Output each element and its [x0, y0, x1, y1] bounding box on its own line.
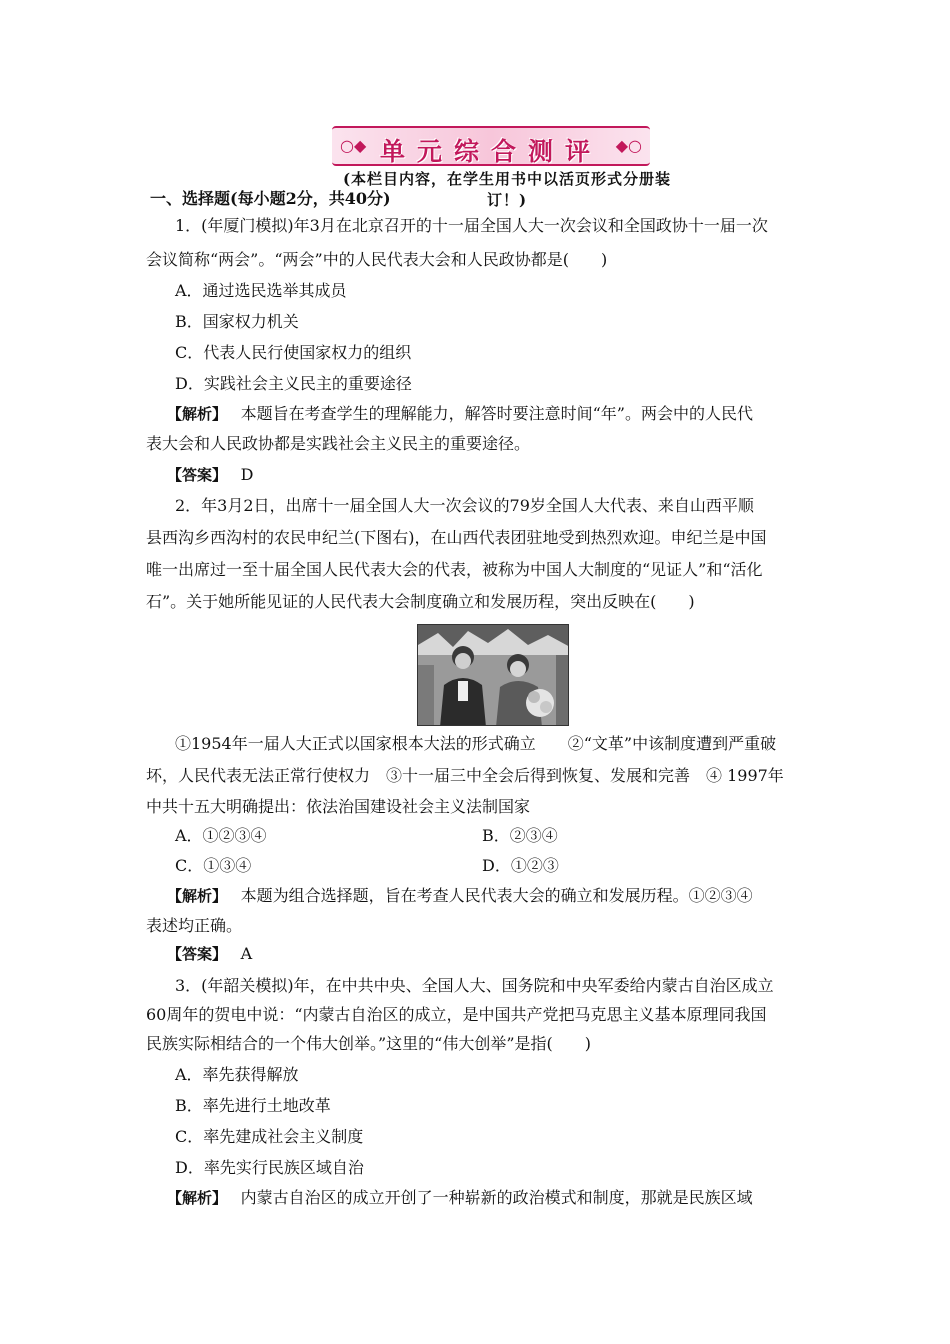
ornament-right-icon: ◆○ — [615, 136, 642, 155]
q2-statements-line-1: ①1954年一届人大正式以国家根本大法的形式确立 ②“文革”中该制度遭到严重破 — [175, 734, 777, 753]
q2-statements-line-2: 坏，人民代表无法正常行使权力 ③十一届三中全会后得到恢复、发展和完善 ④ 1997年 — [146, 766, 784, 785]
answer-label: 【答案】 — [167, 945, 220, 963]
q2-option-row-1 — [175, 826, 835, 846]
q2-line-4: 石”。关于她所能见证的人民代表大会制度确立和发展历程，突出反映在( ) — [146, 592, 695, 611]
q1-option-a: A．通过选民选举其成员 — [175, 281, 347, 300]
q1-analysis-text: 本题旨在考查学生的理解能力，解答时要注意时间“年”。两会中的人民代 — [240, 404, 753, 423]
news-photo — [417, 624, 569, 726]
q2-answer — [167, 944, 827, 964]
q2-option-c: C．①③④ — [175, 856, 252, 875]
q2-analysis-line-1 — [167, 886, 827, 906]
q3-line-1: 3．(年韶关模拟)年，在中共中央、全国人大、国务院和中央军委给内蒙古自治区成立 — [175, 976, 774, 995]
photo-illustration — [418, 625, 569, 726]
q1-option-b: B．国家权力机关 — [175, 312, 299, 331]
q2-line-1: 2．年3月2日，出席十一届全国人大一次会议的79岁全国人大代表、来自山西平顺 — [175, 496, 754, 515]
q3-option-a: A．率先获得解放 — [175, 1065, 299, 1084]
q1-answer-value: D — [240, 465, 254, 484]
q3-analysis-text: 内蒙古自治区的成立开创了一种崭新的政治模式和制度，那就是民族区域 — [240, 1188, 753, 1207]
q2-analysis-line-2: 表述均正确。 — [146, 916, 243, 935]
q2-answer-value: A — [240, 944, 253, 963]
q3-line-2: 60周年的贺电中说：“内蒙古自治区的成立，是中国共产党把马克思主义基本原理同我国 — [146, 1005, 767, 1024]
q2-option-b: B．②③④ — [482, 826, 558, 845]
q2-line-2: 县西沟乡西沟村的农民申纪兰(下图右)，在山西代表团驻地受到热烈欢迎。申纪兰是中国 — [146, 528, 767, 547]
q3-analysis-line-1 — [167, 1188, 827, 1208]
analysis-label: 【解析】 — [167, 405, 220, 423]
analysis-label: 【解析】 — [167, 887, 220, 905]
banner-title: 单元综合测评 — [379, 137, 602, 166]
section-title: 一、选择题(每小题2分，共40分) — [150, 189, 391, 208]
q2-line-3: 唯一出席过一至十届全国人民代表大会的代表，被称为中国人大制度的“见证人”和“活化 — [146, 560, 763, 579]
q3-line-3: 民族实际相结合的一个伟大创举。”这里的“伟大创举”是指( ) — [146, 1034, 592, 1053]
q2-option-a: A．①②③④ — [175, 826, 267, 845]
q1-line-1: 1．(年厦门模拟)年3月在北京召开的十一届全国人大一次会议和全国政协十一届一次 — [175, 216, 768, 235]
binding-note: (本栏目内容，在学生用书中以活页形式分册装订！) — [342, 170, 672, 209]
q3-option-b: B．率先进行土地改革 — [175, 1096, 331, 1115]
q3-option-c: C．率先建成社会主义制度 — [175, 1127, 364, 1146]
q1-option-c: C．代表人民行使国家权力的组织 — [175, 343, 412, 362]
q3-option-d: D．率先实行民族区域自治 — [175, 1158, 364, 1177]
q1-analysis-line-1 — [167, 404, 827, 424]
q1-answer — [167, 465, 827, 485]
q2-statements-line-3: 中共十五大明确提出：依法治国建设社会主义法制国家 — [146, 797, 531, 816]
ornament-left-icon: ○◆ — [340, 136, 367, 155]
q2-analysis-text: 本题为组合选择题，旨在考查人民代表大会的确立和发展历程。①②③④ — [240, 886, 753, 905]
q1-option-d: D．实践社会主义民主的重要途径 — [175, 374, 412, 393]
section-banner — [332, 126, 650, 166]
analysis-label: 【解析】 — [167, 1189, 220, 1207]
q2-option-d: D．①②③ — [482, 856, 559, 875]
q1-line-2: 会议简称“两会”。“两会”中的人民代表大会和人民政协都是( ) — [146, 250, 608, 269]
answer-label: 【答案】 — [167, 466, 220, 484]
q2-option-row-2 — [175, 856, 835, 876]
q1-analysis-line-2: 表大会和人民政协都是实践社会主义民主的重要途径。 — [146, 434, 531, 453]
